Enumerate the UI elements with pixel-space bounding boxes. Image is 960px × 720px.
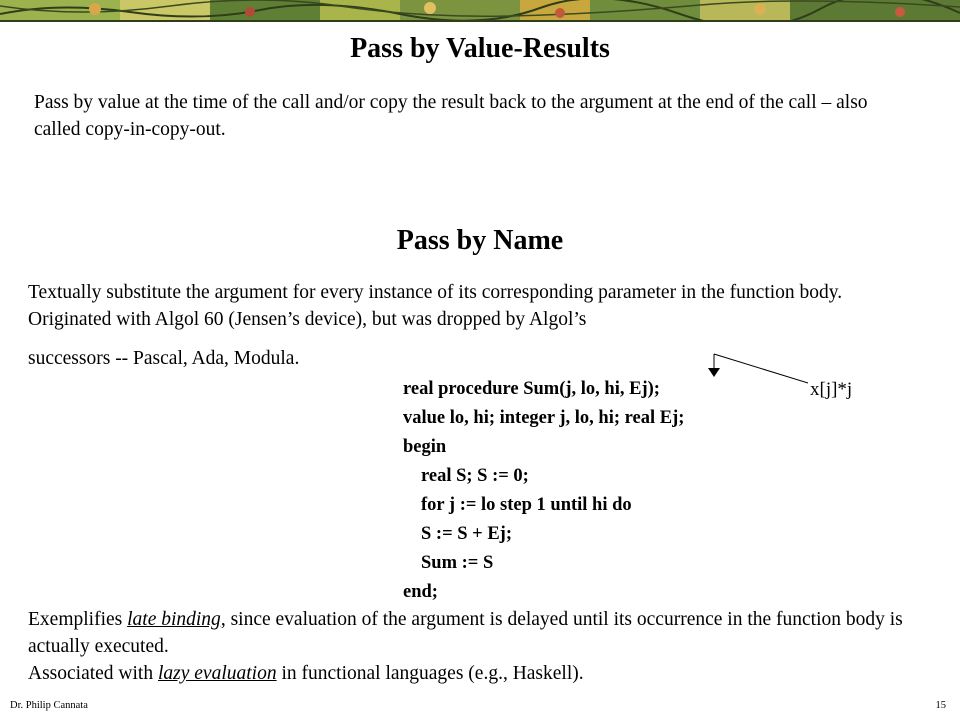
code-line: S := S + Ej; (421, 524, 512, 544)
closing-text: Associated with (28, 663, 158, 684)
code-line: real procedure Sum(j, lo, hi, Ej); (403, 379, 660, 399)
section-title-pass-by-name: Pass by Name (396, 225, 564, 256)
pass-by-name-description-continued: successors -- Pascal, Ada, Modula. (28, 348, 300, 369)
code-line: end; (403, 582, 438, 602)
code-line: value lo, hi; integer j, lo, hi; real Ej; (403, 408, 685, 428)
code-line: real S; S := 0; (421, 466, 529, 486)
value-results-description: Pass by value at the time of the call and/or copy the result back to the argument at the end of the call – also called copy-in-copy-out. (34, 92, 868, 140)
lazy-evaluation-term: lazy evaluation (157, 663, 277, 684)
footer-author: Dr. Philip Cannata (10, 700, 88, 711)
late-binding-term: late binding (127, 609, 221, 630)
code-line: Sum := S (421, 553, 494, 573)
section-title-pass-by-value-results: Pass by Value-Results (350, 33, 610, 64)
code-line: for j := lo step 1 until hi do (421, 495, 632, 515)
stained-glass-banner (0, 0, 960, 22)
closing-text: in functional languages (e.g., Haskell). (276, 663, 584, 684)
pass-by-name-description: Textually substitute the argument for every instance of its corresponding parameter in the function body. Originated with Algol 60 (Jensen’s device), but was dropped by Algol’s (28, 282, 843, 330)
page-number: 15 (935, 700, 946, 711)
closing-paragraph (28, 606, 928, 687)
code-line: begin (403, 437, 447, 457)
closing-text: , since evaluation of the argument is delayed until its occurrence in the function body is actually executed. (28, 609, 903, 657)
closing-text: Exemplifies (28, 609, 128, 630)
argument-annotation: x[j]*j (810, 379, 853, 400)
algol-code-block (403, 375, 684, 607)
